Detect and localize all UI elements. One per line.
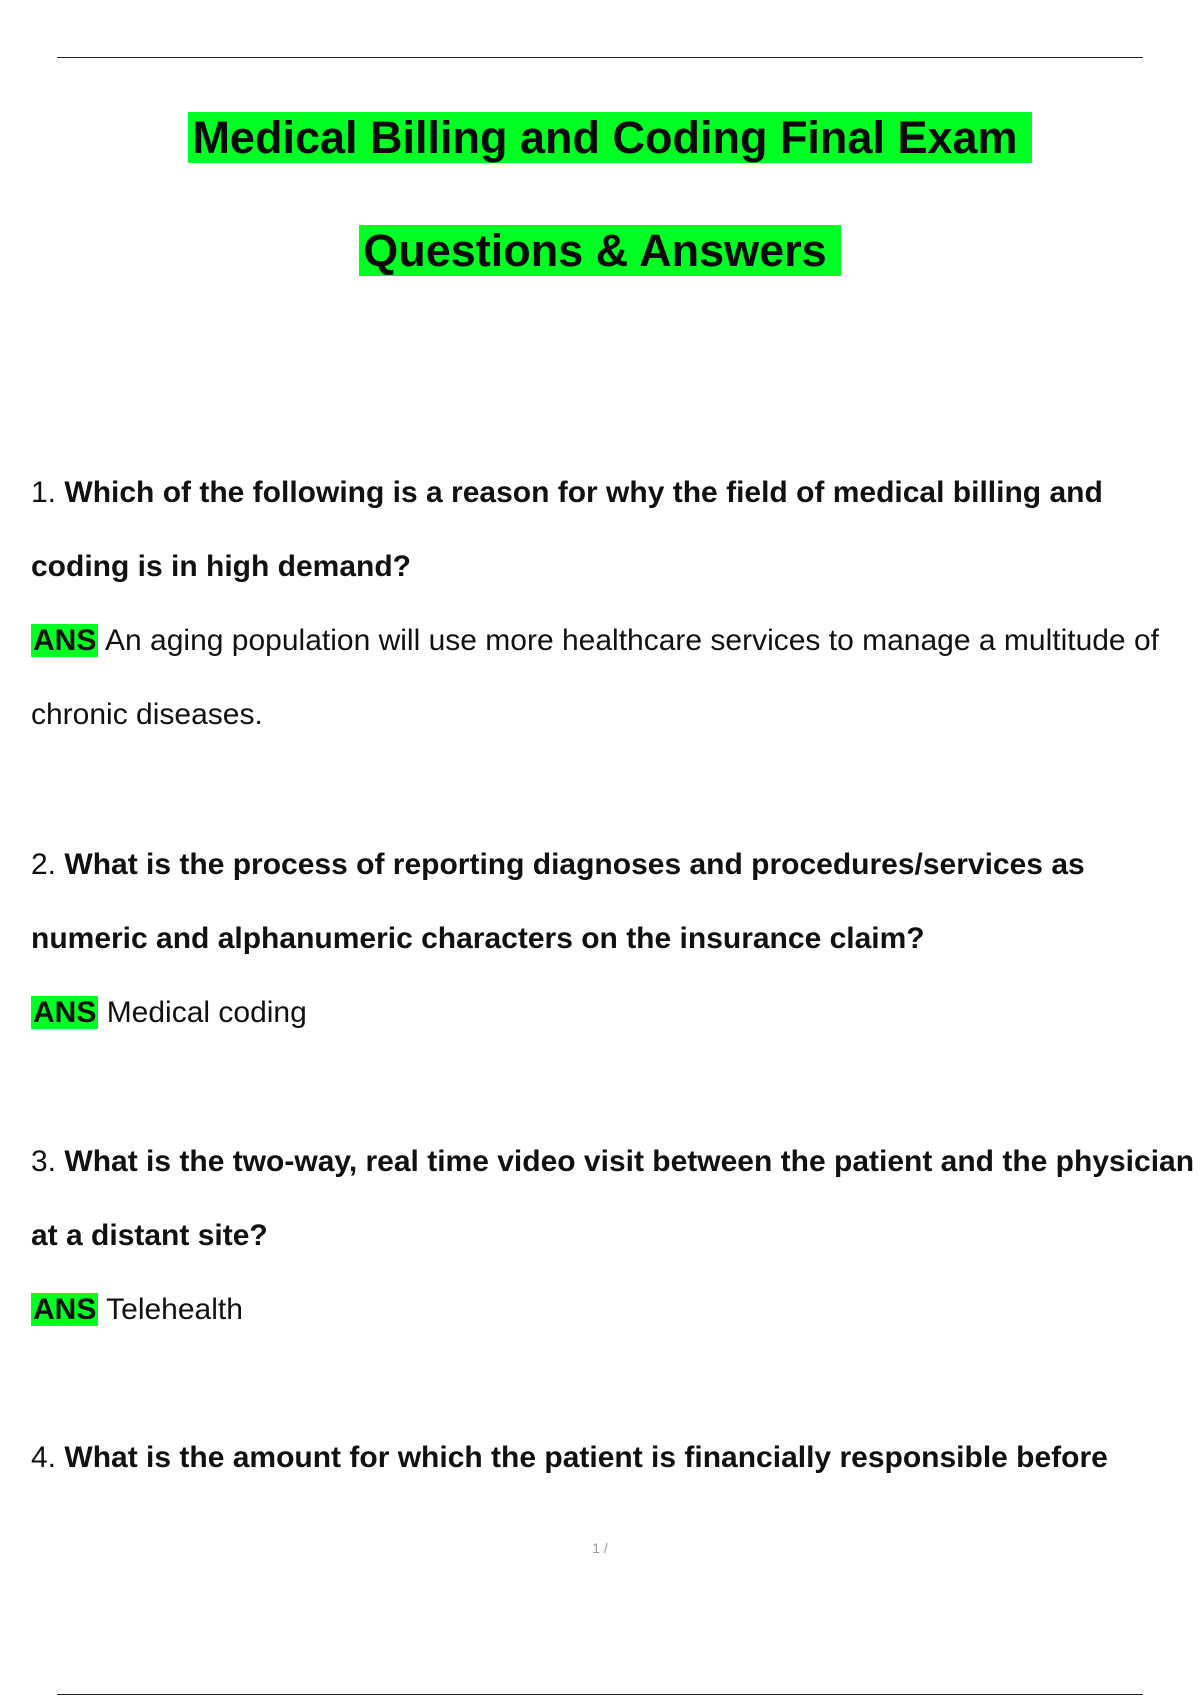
top-rule (57, 57, 1143, 58)
question-number: 2. (31, 848, 57, 881)
question-3 (31, 1125, 1196, 1273)
page-number: 1 / (592, 1540, 608, 1556)
answer-2 (31, 976, 1196, 1050)
answer-1 (31, 604, 1196, 752)
question-number: 4. (31, 1441, 57, 1474)
answer-text: Telehealth (106, 1293, 243, 1326)
answer-3 (31, 1273, 1196, 1347)
title-highlight-2: Questions & Answers (359, 225, 840, 276)
answer-text: An aging population will use more healthcare services to manage a multitude of chronic diseases. (31, 624, 1159, 731)
ans-label: ANS (33, 1293, 97, 1326)
ans-label: ANS (33, 996, 97, 1029)
question-2 (31, 828, 1196, 976)
document-title-line-1 (0, 110, 1200, 166)
answer-text: Medical coding (106, 996, 307, 1029)
document-title-line-2 (0, 223, 1200, 279)
question-text: Which of the following is a reason for why the field of medical billing and coding is in high demand? (31, 476, 1103, 583)
question-block-3 (31, 1125, 1196, 1347)
question-block-4 (31, 1421, 1196, 1495)
question-block-2 (31, 828, 1196, 1050)
question-text: What is the amount for which the patient is financially responsible before (64, 1441, 1108, 1474)
question-text: What is the two-way, real time video visit between the patient and the physician at a distant site? (31, 1145, 1195, 1252)
question-text: What is the process of reporting diagnoses and procedures/services as numeric and alphanumeric characters on the insurance claim? (31, 848, 1085, 955)
ans-label: ANS (33, 624, 97, 657)
question-block-1 (31, 456, 1196, 752)
bottom-rule (57, 1694, 1143, 1695)
question-number: 3. (31, 1145, 57, 1178)
title-highlight-1: Medical Billing and Coding Final Exam (188, 112, 1031, 163)
question-1 (31, 456, 1196, 604)
question-number: 1. (31, 476, 57, 509)
question-4 (31, 1421, 1196, 1495)
